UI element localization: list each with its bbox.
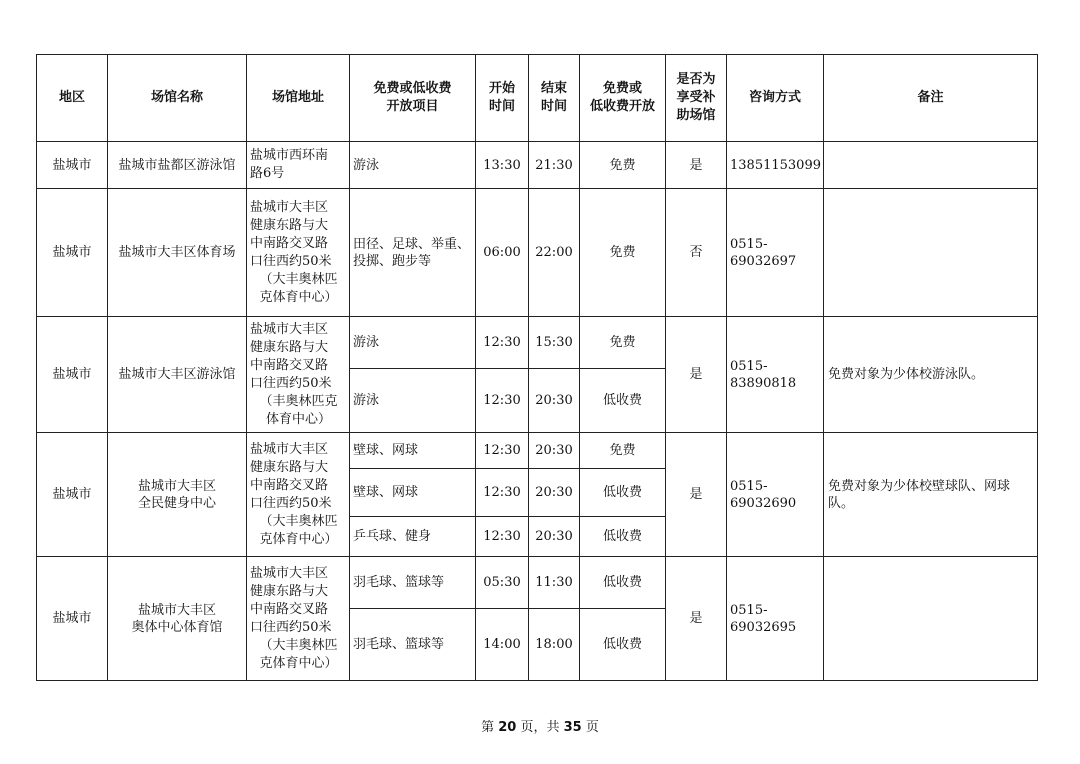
table-row	[37, 557, 1038, 609]
project-cell: 乒乓球、健身	[350, 517, 476, 557]
address-line: 路6号	[250, 166, 285, 181]
address-line: 体育中心）	[265, 411, 331, 427]
start-time-cell: 12:30	[476, 369, 529, 433]
address-line: 克体育中心）	[259, 531, 338, 547]
header-start-line: 开始	[488, 81, 515, 96]
subsidized-cell: 否	[666, 189, 727, 317]
end-time-cell: 11:30	[529, 557, 580, 609]
header-start-line: 时间	[488, 99, 515, 114]
header-subsidized-line: 享受补	[676, 90, 716, 105]
end-time-cell: 22:00	[529, 189, 580, 317]
venue-name-cell	[108, 433, 247, 557]
fee-type-cell: 低收费	[580, 557, 666, 609]
address-line: 盐城市大丰区	[250, 565, 329, 581]
header-venue-name: 场馆名称	[108, 55, 247, 142]
end-time-cell: 20:30	[529, 369, 580, 433]
venue-name-line: 盐城市大丰区	[137, 602, 216, 618]
contact-cell: 0515-69032690	[727, 433, 824, 557]
subsidized-cell: 是	[666, 557, 727, 681]
table-row	[37, 433, 1038, 469]
project-cell: 游泳	[350, 317, 476, 369]
venue-name-line: 盐城市大丰区	[137, 478, 216, 494]
region-cell: 盐城市	[37, 317, 108, 433]
start-time-cell: 12:30	[476, 469, 529, 517]
venue-address-cell	[247, 557, 350, 681]
venue-name-cell	[108, 557, 247, 681]
address-line: 中南路交叉路	[250, 477, 329, 493]
address-line: 健康东路与大	[250, 339, 329, 355]
page-total: 35	[563, 720, 582, 735]
address-line: （丰奥林匹克	[259, 393, 338, 409]
fee-type-cell: 免费	[580, 317, 666, 369]
venue-address-cell	[247, 142, 350, 189]
venue-address-cell	[247, 433, 350, 557]
end-time-cell: 21:30	[529, 142, 580, 189]
header-contact: 咨询方式	[727, 55, 824, 142]
header-fee-type	[580, 55, 666, 142]
address-line: （大丰奥林匹	[259, 637, 338, 653]
header-end-time	[529, 55, 580, 142]
remark-cell: 免费对象为少体校游泳队。	[824, 317, 1038, 433]
page-footer	[0, 716, 1080, 735]
address-line: 口往西约50米	[250, 253, 332, 269]
project-cell: 壁球、网球	[350, 433, 476, 469]
project-cell: 羽毛球、篮球等	[350, 609, 476, 681]
header-end-line: 时间	[540, 99, 567, 114]
address-line: 盐城市西环南	[250, 148, 329, 163]
address-line: 中南路交叉路	[250, 235, 329, 251]
subsidized-cell: 是	[666, 142, 727, 189]
fee-type-cell: 低收费	[580, 469, 666, 517]
venue-name-cell: 盐城市大丰区游泳馆	[108, 317, 247, 433]
venue-name-line: 奥体中心体育馆	[131, 619, 223, 635]
end-time-cell: 20:30	[529, 469, 580, 517]
start-time-cell: 12:30	[476, 517, 529, 557]
project-cell: 游泳	[350, 369, 476, 433]
start-time-cell: 12:30	[476, 433, 529, 469]
start-time-cell: 06:00	[476, 189, 529, 317]
address-line: 克体育中心）	[259, 289, 338, 305]
address-line: 克体育中心）	[259, 655, 338, 671]
fee-type-cell: 免费	[580, 142, 666, 189]
end-time-cell: 15:30	[529, 317, 580, 369]
project-cell: 羽毛球、篮球等	[350, 557, 476, 609]
start-time-cell: 12:30	[476, 317, 529, 369]
region-cell: 盐城市	[37, 433, 108, 557]
address-line: 口往西约50米	[250, 495, 332, 511]
header-fee-line: 低收费开放	[589, 99, 655, 114]
header-venue-address: 场馆地址	[247, 55, 350, 142]
header-project-line: 开放项目	[386, 99, 439, 114]
remark-cell	[824, 557, 1038, 681]
subsidized-cell: 是	[666, 433, 727, 557]
header-project-line: 免费或低收费	[373, 81, 452, 96]
table-row	[37, 142, 1038, 189]
start-time-cell: 05:30	[476, 557, 529, 609]
fee-type-cell: 低收费	[580, 609, 666, 681]
contact-cell: 0515-69032695	[727, 557, 824, 681]
page-footer-middle: 页，共	[520, 720, 560, 735]
page-footer-prefix: 第	[481, 720, 495, 735]
address-line: 健康东路与大	[250, 217, 329, 233]
header-start-time	[476, 55, 529, 142]
contact-cell: 13851153099	[727, 142, 824, 189]
table-row	[37, 189, 1038, 317]
fee-type-cell: 低收费	[580, 517, 666, 557]
table-row	[37, 317, 1038, 369]
address-line: 盐城市大丰区	[250, 441, 329, 457]
venue-address-cell	[247, 189, 350, 317]
project-cell: 游泳	[350, 142, 476, 189]
fee-type-cell: 免费	[580, 433, 666, 469]
project-cell: 田径、足球、举重、投掷、跑步等	[350, 189, 476, 317]
header-subsidized-line: 是否为	[676, 72, 716, 87]
venue-address-cell	[247, 317, 350, 433]
contact-cell: 0515-69032697	[727, 189, 824, 317]
venue-name-cell: 盐城市大丰区体育场	[108, 189, 247, 317]
header-fee-line: 免费或	[602, 81, 642, 96]
header-row	[37, 55, 1038, 142]
region-cell: 盐城市	[37, 142, 108, 189]
subsidized-cell: 是	[666, 317, 727, 433]
end-time-cell: 20:30	[529, 517, 580, 557]
address-line: （大丰奥林匹	[259, 513, 338, 529]
fee-type-cell: 低收费	[580, 369, 666, 433]
fee-type-cell: 免费	[580, 189, 666, 317]
remark-cell: 免费对象为少体校壁球队、网球队。	[824, 433, 1038, 557]
header-region: 地区	[37, 55, 108, 142]
start-time-cell: 14:00	[476, 609, 529, 681]
header-subsidized	[666, 55, 727, 142]
address-line: 盐城市大丰区	[250, 199, 329, 215]
header-subsidized-line: 助场馆	[676, 108, 716, 123]
venue-name-cell: 盐城市盐都区游泳馆	[108, 142, 247, 189]
start-time-cell: 13:30	[476, 142, 529, 189]
address-line: 盐城市大丰区	[250, 321, 329, 337]
project-cell: 壁球、网球	[350, 469, 476, 517]
address-line: 口往西约50米	[250, 375, 332, 391]
address-line: 中南路交叉路	[250, 357, 329, 373]
address-line: 口往西约50米	[250, 619, 332, 635]
header-project	[350, 55, 476, 142]
end-time-cell: 18:00	[529, 609, 580, 681]
contact-cell: 0515-83890818	[727, 317, 824, 433]
header-end-line: 结束	[540, 81, 567, 96]
header-remark: 备注	[824, 55, 1038, 142]
address-line: （大丰奥林匹	[259, 271, 338, 287]
address-line: 健康东路与大	[250, 583, 329, 599]
address-line: 健康东路与大	[250, 459, 329, 475]
venue-name-line: 全民健身中心	[137, 495, 216, 511]
page-footer-suffix: 页	[585, 720, 599, 735]
address-line: 中南路交叉路	[250, 601, 329, 617]
region-cell: 盐城市	[37, 557, 108, 681]
remark-cell	[824, 189, 1038, 317]
remark-cell	[824, 142, 1038, 189]
venue-table	[36, 54, 1038, 681]
region-cell: 盐城市	[37, 189, 108, 317]
end-time-cell: 20:30	[529, 433, 580, 469]
page-number: 20	[498, 720, 517, 735]
